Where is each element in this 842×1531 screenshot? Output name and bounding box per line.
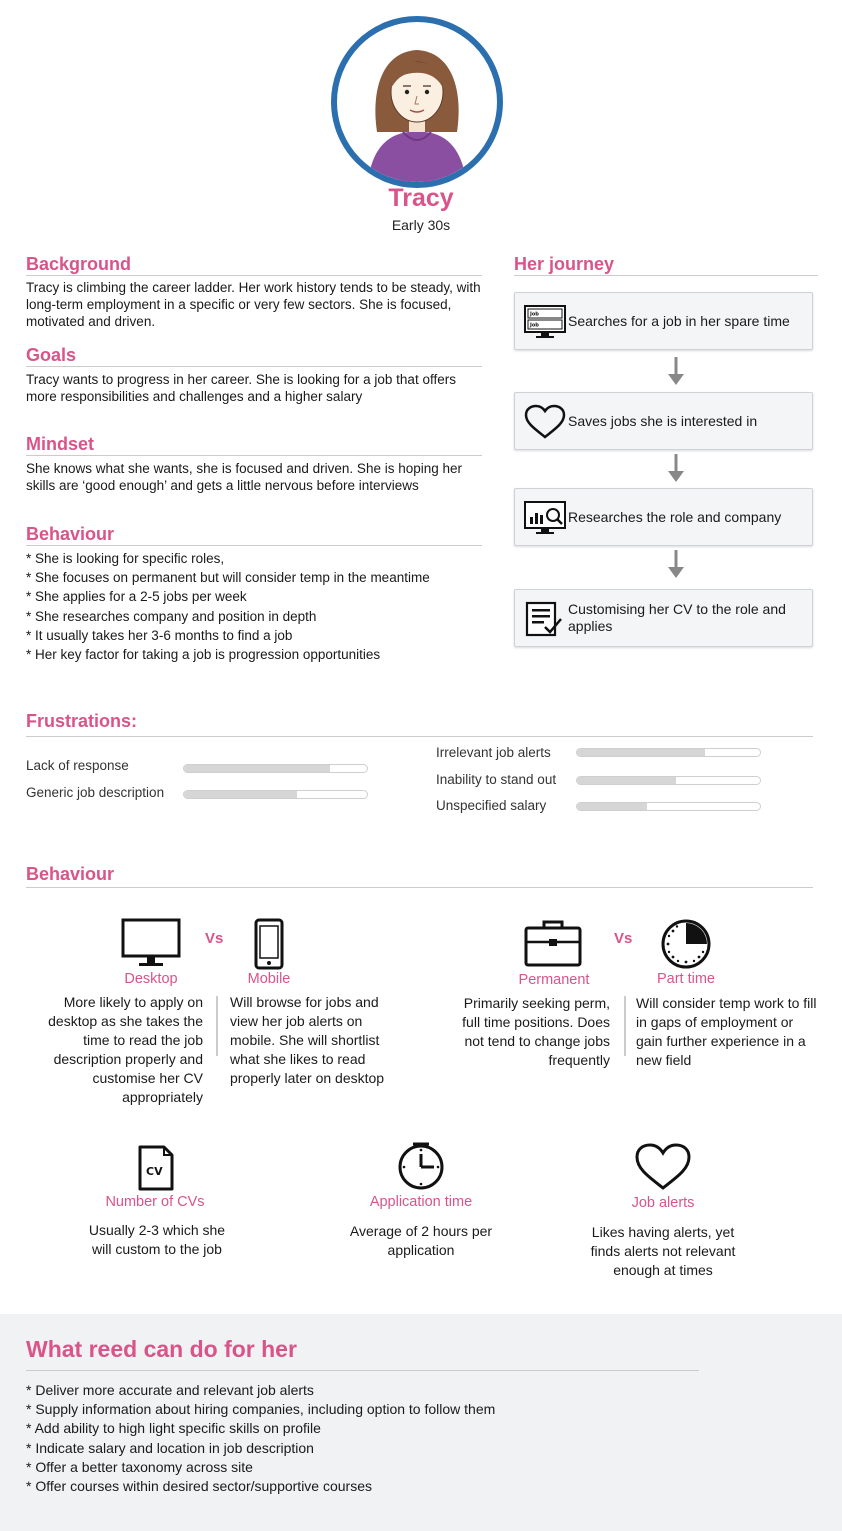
part-time-label: Part time	[656, 971, 715, 987]
persona-illustration-icon	[337, 22, 497, 182]
behaviour-list-divider	[26, 545, 482, 546]
goals-heading: Goals	[26, 345, 77, 365]
journey-step-label: Customising her CV to the role and applies	[568, 601, 786, 634]
frustration-bar-fill	[577, 749, 705, 756]
cvs-label: Number of CVs	[105, 1194, 205, 1210]
journey-step-label: Searches for a job in her spare time	[568, 312, 790, 329]
permanent-label: Permanent	[518, 972, 590, 988]
frustration-bar-fill	[184, 791, 297, 798]
frustration-bar-fill	[577, 803, 647, 810]
behaviour-detail-divider	[26, 887, 813, 888]
list-item: * It usually takes her 3-6 months to find a job	[26, 627, 293, 643]
behaviour-list-heading: Behaviour	[26, 524, 115, 544]
reed-panel	[0, 1314, 842, 1531]
frustrations-divider	[26, 736, 813, 737]
frustration-bar	[576, 748, 761, 757]
frustration-bar	[576, 802, 761, 811]
cvs-text: Usually 2-3 which she will custom to the job	[88, 1222, 226, 1257]
mobile-icon	[253, 918, 285, 970]
behaviour-detail-heading: Behaviour	[26, 864, 115, 884]
journey-divider	[514, 275, 818, 276]
reed-heading: What reed can do for her	[26, 1336, 297, 1362]
list-item: * She researches company and position in depth	[26, 608, 317, 624]
heart-icon	[523, 404, 567, 440]
list-item: * Offer a better taxonomy across site	[26, 1458, 253, 1475]
column-divider	[216, 996, 218, 1056]
frustration-bar-fill	[184, 765, 330, 772]
persona-age: Early 30s	[391, 217, 451, 233]
vs-label: Vs	[205, 930, 224, 947]
mobile-text: Will browse for jobs and view her job alerts on mobile. She will shortlist what she likes to read properly later on desktop	[230, 994, 385, 1086]
mindset-text: She knows what she wants, she is focused and driven. She is hoping her skills are ‘good enough’ and gets a little nervous before interviews	[26, 461, 463, 493]
cv-document-icon	[136, 1145, 176, 1191]
frustration-label: Unspecified salary	[436, 798, 547, 813]
mindset-divider	[26, 455, 482, 456]
background-text: Tracy is climbing the career ladder. Her work history tends to be steady, with long-term employment in a specific or very few sectors. She is focused, motivated and driven.	[26, 280, 481, 329]
list-item: * She focuses on permanent but will consider temp in the meantime	[26, 570, 430, 586]
journey-step-apply	[514, 589, 813, 647]
goals-divider	[26, 366, 482, 367]
frustration-label: Inability to stand out	[436, 772, 557, 787]
application-time-label: Application time	[369, 1194, 473, 1210]
journey-step-label: Saves jobs she is interested in	[568, 412, 758, 429]
background-heading: Background	[26, 254, 132, 274]
frustration-bar	[183, 764, 368, 773]
journey-step-research	[514, 488, 813, 546]
permanent-text: Primarily seeking perm, full time positions. Does not tend to change jobs frequently	[462, 995, 610, 1068]
journey-step-search	[514, 292, 813, 350]
list-item: * Add ability to high light specific skills on profile	[26, 1420, 321, 1437]
mobile-label: Mobile	[247, 971, 291, 987]
column-divider	[624, 996, 626, 1056]
desktop-text: More likely to apply on desktop as she takes the time to read the job description properly and customise her CV appropriately	[48, 994, 203, 1105]
list-item: * Supply information about hiring companies, including option to follow them	[26, 1401, 496, 1418]
list-item: * She is looking for specific roles,	[26, 551, 225, 566]
briefcase-icon	[523, 918, 583, 968]
heart-outline-icon	[633, 1142, 693, 1192]
part-time-text: Will consider temp work to fill in gaps of employment or gain further experience in a new field	[636, 995, 817, 1068]
journey-step-label: Researches the role and company	[568, 508, 782, 525]
desktop-label: Desktop	[124, 971, 178, 987]
frustration-bar	[183, 790, 368, 799]
reed-list	[26, 1381, 806, 1496]
vs-label: Vs	[614, 930, 633, 947]
cv-icon-text: CV	[146, 1165, 163, 1178]
monitor-magnifier-icon	[523, 500, 567, 536]
journey-step-save	[514, 392, 813, 450]
journey-heading: Her journey	[514, 254, 615, 274]
clock-icon	[396, 1142, 446, 1192]
mindset-heading: Mindset	[26, 434, 95, 454]
arrow-down-icon	[667, 550, 685, 580]
frustrations-heading: Frustrations:	[26, 711, 138, 731]
job-alerts-text: Likes having alerts, yet finds alerts not relevant enough at times	[590, 1224, 736, 1278]
list-item: * She applies for a 2-5 jobs per week	[26, 589, 247, 605]
arrow-down-icon	[667, 357, 685, 387]
list-item: * Offer courses within desired sector/supportive courses	[26, 1478, 373, 1495]
frustration-label: Lack of response	[26, 758, 129, 773]
arrow-down-icon	[667, 454, 685, 484]
background-divider	[26, 275, 482, 276]
persona-name: Tracy	[388, 184, 454, 212]
list-item: * Her key factor for taking a job is progression opportunities	[26, 647, 381, 663]
svg-text:Job: Job	[530, 322, 539, 329]
part-time-clock-icon	[660, 918, 712, 970]
goals-text: Tracy wants to progress in her career. She is looking for a job that offers more responsibilities and challenges and a higher salary	[26, 372, 456, 404]
frustration-bar-fill	[577, 777, 676, 784]
job-alerts-label: Job alerts	[631, 1195, 695, 1211]
application-time-text: Average of 2 hours per application	[349, 1223, 493, 1258]
frustration-bar	[576, 776, 761, 785]
frustration-label: Irrelevant job alerts	[436, 745, 551, 760]
list-item: * Indicate salary and location in job description	[26, 1439, 314, 1456]
avatar	[331, 16, 503, 188]
list-item: * Deliver more accurate and relevant job alerts	[26, 1382, 314, 1398]
document-check-icon	[523, 601, 567, 637]
behaviour-list	[26, 549, 486, 664]
monitor-job-listing-icon	[523, 304, 567, 340]
frustration-label: Generic job description	[26, 785, 165, 800]
reed-divider	[26, 1370, 699, 1371]
desktop-icon	[121, 918, 181, 968]
svg-text:Job: Job	[530, 311, 539, 318]
